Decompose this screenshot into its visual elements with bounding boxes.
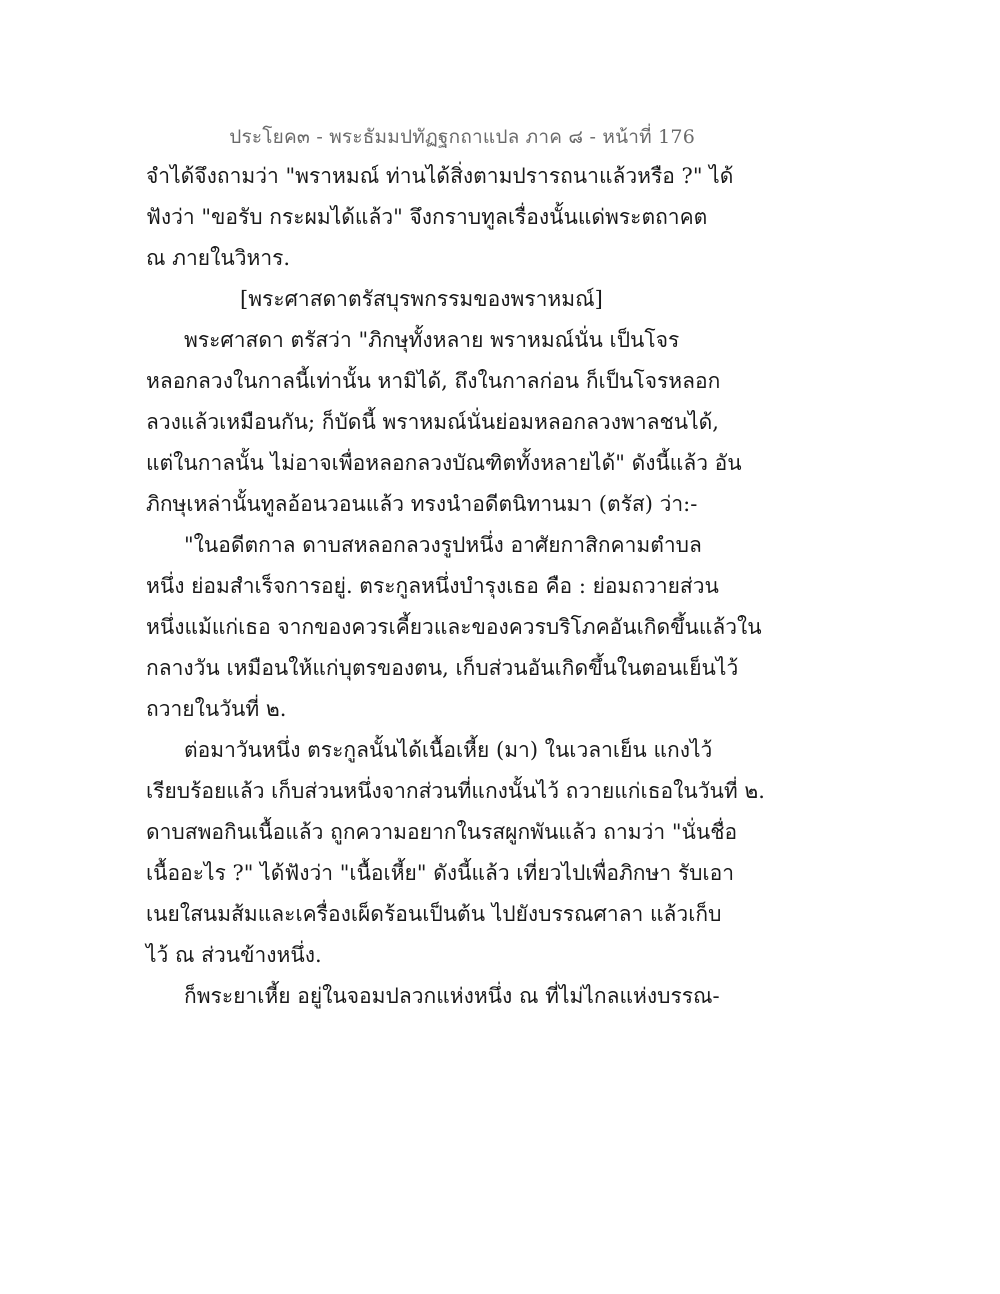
text-line: กลางวัน เหมือนให้แก่บุตรของตน, เก็บส่วนอันเกิดขึ้นในตอนเย็นไว้ [146,656,739,680]
text-line: ต่อมาวันหนึ่ง ตระกูลนั้นได้เนื้อเหี้ย (มา) ในเวลาเย็น แกงไว้ [184,738,713,762]
body-text [146,156,765,1017]
text-line: เนื้ออะไร ?" ได้ฟังว่า "เนื้อเหี้ย" ดังนี้แล้ว เที่ยวไปเพื่อภิกษา รับเอา [146,861,735,885]
text-line: หลอกลวงในกาลนี้เท่านั้น หามิได้, ถึงในกาลก่อน ก็เป็นโจรหลอก [146,369,721,393]
text-line: ภิกษุเหล่านั้นทูลอ้อนวอนแล้ว ทรงนำอดีตนิทานมา (ตรัส) ว่า:- [146,492,698,516]
text-line: ณ ภายในวิหาร. [146,246,291,270]
running-header: ประโยค๓ - พระธัมมปทัฏฐกถาแปล ภาค ๘ - หน้าที่ 176 [229,126,695,148]
text-line: เนยใสนมส้มและเครื่องเผ็ดร้อนเป็นต้น ไปยังบรรณศาลา แล้วเก็บ [146,902,722,926]
text-line: ไว้ ณ ส่วนข้างหนึ่ง. [146,943,322,967]
text-line: หนึ่งแม้แก่เธอ จากของควรเคี้ยวและของควรบริโภคอันเกิดขึ้นแล้วใน [146,615,762,639]
text-line: ลวงแล้วเหมือนกัน; ก็บัดนี้ พราหมณ์นั่นย่อมหลอกลวงพาลชนได้, [146,410,719,434]
text-line: แต่ในกาลนั้น ไม่อาจเพื่อหลอกลวงบัณฑิตทั้งหลายได้" ดังนี้แล้ว อัน [146,451,742,475]
text-line: หนึ่ง ย่อมสำเร็จการอยู่. ตระกูลหนึ่งบำรุงเธอ คือ : ย่อมถวายส่วน [146,574,719,598]
text-line: พระศาสดา ตรัสว่า "ภิกษุทั้งหลาย พราหมณ์นั่น เป็นโจร [184,328,680,352]
text-line: ก็พระยาเหี้ย อยู่ในจอมปลวกแห่งหนึ่ง ณ ที่ไม่ไกลแห่งบรรณ- [184,984,720,1008]
text-line: "ในอดีตกาล ดาบสหลอกลวงรูปหนึ่ง อาศัยกาสิกคามตำบล [184,533,702,557]
text-line: เรียบร้อยแล้ว เก็บส่วนหนึ่งจากส่วนที่แกงนั้นไว้ ถวายแก่เธอในวันที่ ๒. [146,779,765,803]
text-line: ฟังว่า "ขอรับ กระผมได้แล้ว" จึงกราบทูลเรื่องนั้นแด่พระตถาคต [146,205,708,229]
text-line: ดาบสพอกินเนื้อแล้ว ถูกความอยากในรสผูกพันแล้ว ถามว่า "นั่นชื่อ [146,820,738,844]
text-line: จำได้จึงถามว่า "พราหมณ์ ท่านได้สิ่งตามปรารถนาแล้วหรือ ?" ได้ [146,164,734,188]
section-heading: [พระศาสดาตรัสบุรพกรรมของพราหมณ์] [240,287,603,311]
text-line: ถวายในวันที่ ๒. [146,697,287,721]
